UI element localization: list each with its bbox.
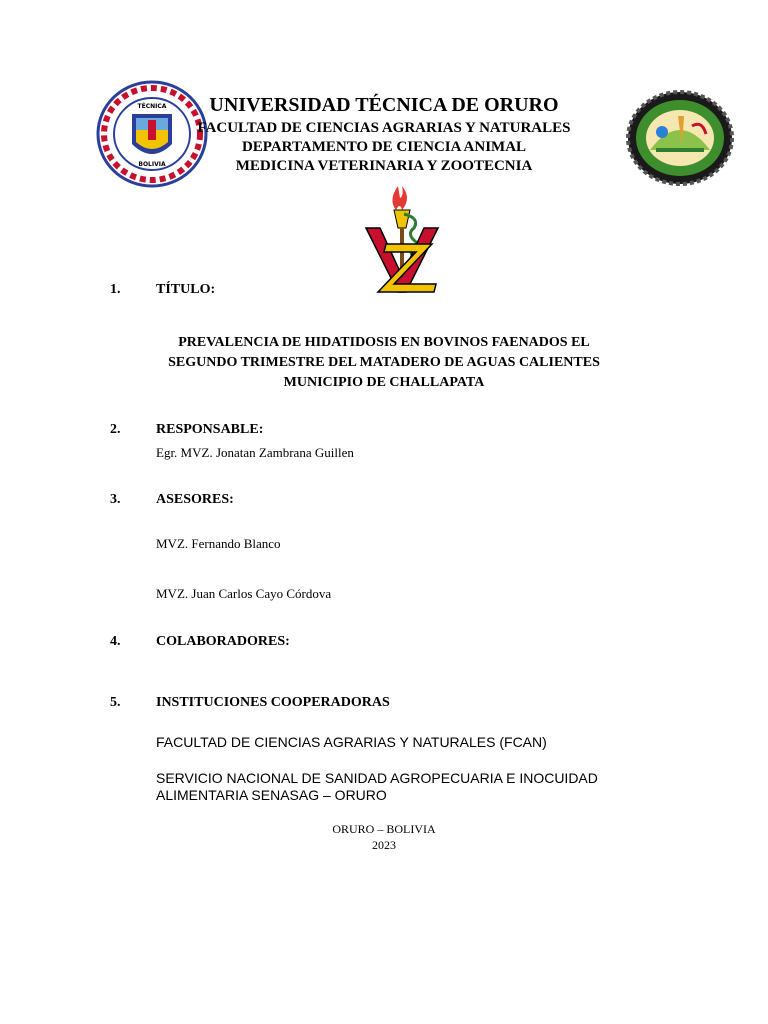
footer-place: ORURO – BOLIVIA bbox=[332, 822, 436, 836]
vz-torch-emblem-icon bbox=[358, 184, 450, 296]
career-emblem bbox=[358, 184, 450, 296]
institution-2-line-2: ALIMENTARIA SENASAG – ORURO bbox=[156, 787, 387, 803]
section-3-label: ASESORES: bbox=[156, 492, 234, 507]
section-3-number: 3. bbox=[110, 492, 121, 507]
section-4-label: COLABORADORES: bbox=[156, 634, 290, 649]
section-4-number: 4. bbox=[110, 634, 121, 649]
institution-2-line-1: SERVICIO NACIONAL DE SANIDAD AGROPECUARIA E INOCUIDAD bbox=[156, 770, 598, 786]
svg-text:BOLIVIA: BOLIVIA bbox=[138, 161, 166, 168]
advisor-1: MVZ. Fernando Blanco bbox=[156, 536, 281, 551]
career-name: MEDICINA VETERINARIA Y ZOOTECNIA bbox=[235, 158, 533, 174]
svg-text:TÉCNICA: TÉCNICA bbox=[137, 103, 167, 110]
department-name: DEPARTAMENTO DE CIENCIA ANIMAL bbox=[241, 139, 527, 155]
section-2-number: 2. bbox=[110, 422, 121, 437]
section-5-number: 5. bbox=[110, 695, 121, 710]
title-line-3: MUNICIPIO DE CHALLAPATA bbox=[283, 375, 485, 390]
section-5-label: INSTITUCIONES COOPERADORAS bbox=[156, 695, 390, 710]
section-2-label: RESPONSABLE: bbox=[156, 422, 264, 437]
thesis-title bbox=[0, 333, 768, 393]
advisor-2: MVZ. Juan Carlos Cayo Córdova bbox=[156, 586, 332, 601]
faculty-name: FACULTAD DE CIENCIAS AGRARIAS Y NATURALES bbox=[197, 120, 571, 136]
section-1-number: 1. bbox=[110, 282, 121, 297]
title-line-1: PREVALENCIA DE HIDATIDOSIS EN BOVINOS FAENADOS EL bbox=[178, 335, 590, 350]
section-1-label: TÍTULO: bbox=[156, 282, 216, 297]
institution-1: FACULTAD DE CIENCIAS AGRARIAS Y NATURALES (FCAN) bbox=[156, 734, 547, 750]
title-line-2: SEGUNDO TRIMESTRE DEL MATADERO DE AGUAS CALIENTES bbox=[168, 355, 600, 370]
footer-year: 2023 bbox=[372, 838, 396, 852]
university-name: UNIVERSIDAD TÉCNICA DE ORURO bbox=[209, 94, 559, 116]
responsible-name: Egr. MVZ. Jonatan Zambrana Guillen bbox=[156, 445, 354, 460]
